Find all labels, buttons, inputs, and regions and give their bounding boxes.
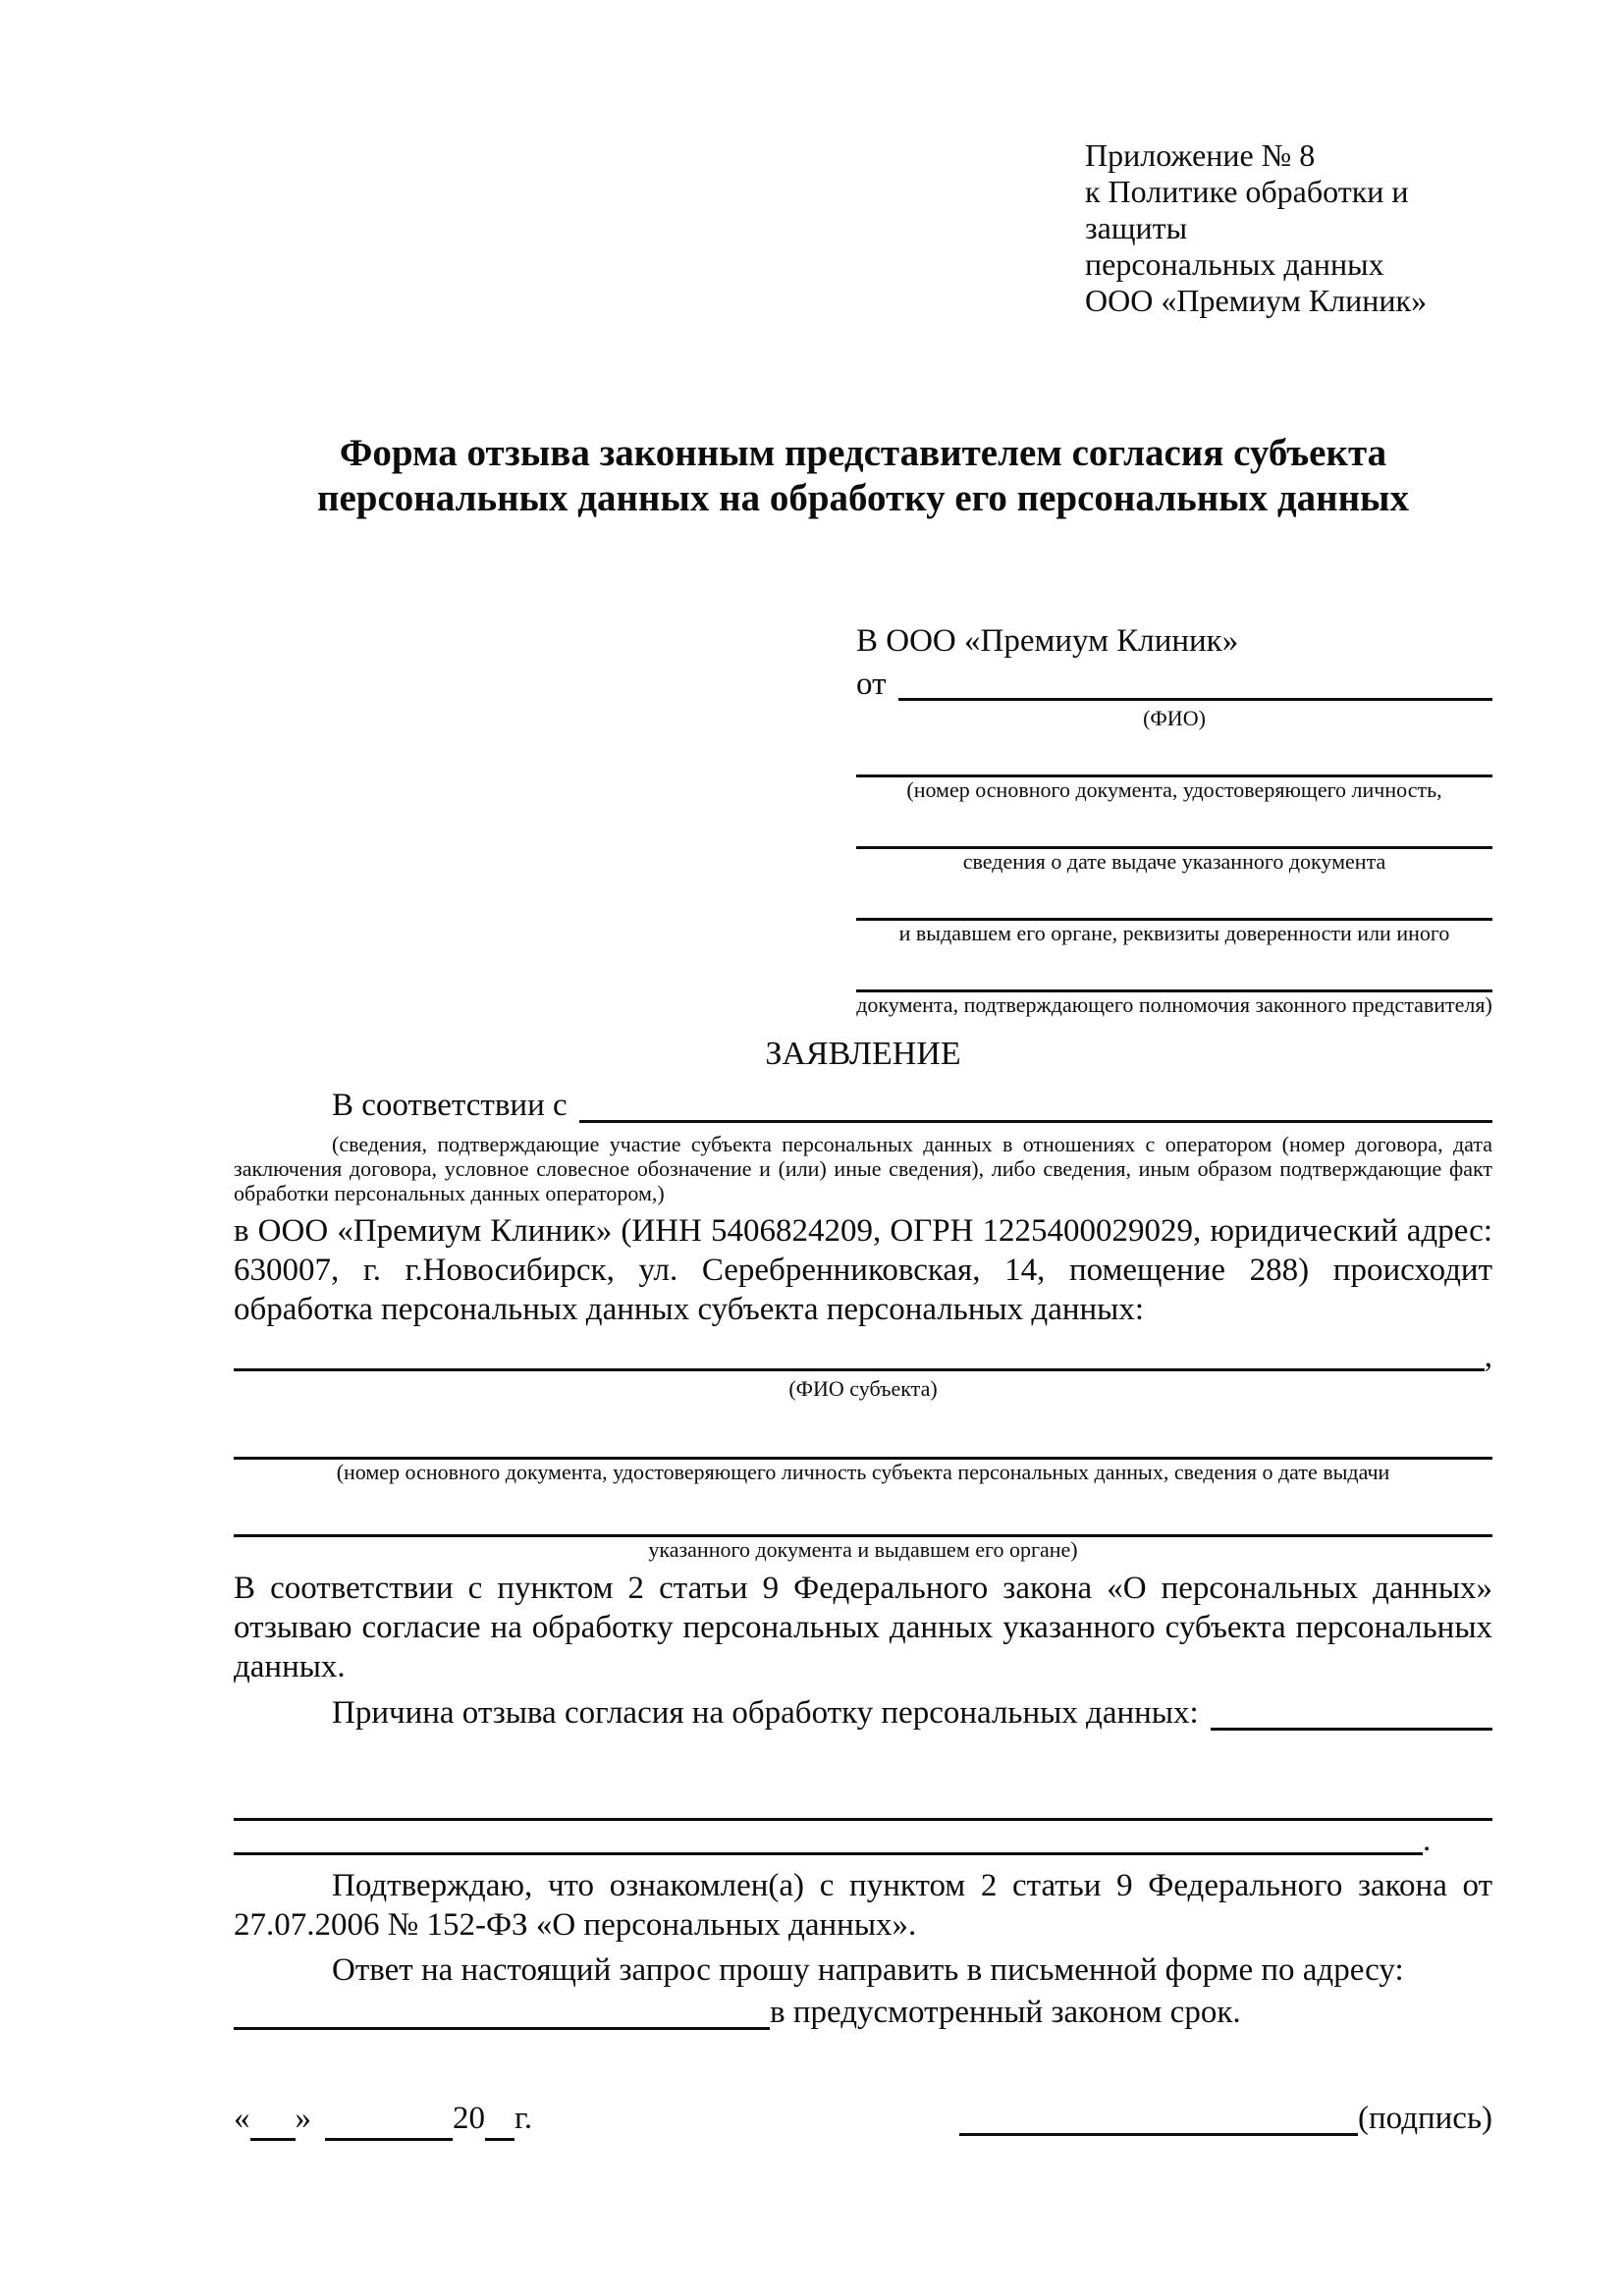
- response-tail-text: в предусмотренный законом срок.: [770, 1995, 1241, 2030]
- document-title: Форма отзыва законным представителем согласия субъекта персональных данных на обработку его персональных данных: [316, 432, 1410, 519]
- subject-document-caption-1: (номер основного документа, удостоверяющего личность субъекта персональных данных, сведения о дате выдачи: [336, 1460, 1390, 1484]
- signature-caption: (подпись): [1358, 2101, 1492, 2136]
- issuing-authority-blank-line: [856, 884, 1492, 921]
- response-paragraph: Ответ на настоящий запрос прошу направить в письменной форме по адресу:: [332, 1952, 1404, 1988]
- date-close-quote: »: [295, 2101, 311, 2136]
- operator-paragraph: в ООО «Премиум Клиник» (ИНН 5406824209, ОГРН 1225400029029, юридический адрес: 630007, г. г.Новосибирск, ул. Серебренниковская, 14, помещение 288) происходит обработка персональных данных субъекта персональных данных:: [234, 1213, 1492, 1327]
- year-suffix: г.: [514, 2101, 533, 2136]
- reason-blank-line-3: [234, 1852, 1423, 1855]
- reason-trailing-period: .: [1423, 1823, 1432, 1858]
- document-field-caption-2: сведения о дате выдаче указанного документа: [962, 849, 1386, 874]
- recipient-block: [856, 619, 1492, 1018]
- accordance-blank-line: [579, 1120, 1492, 1123]
- response-address-row: [234, 1990, 1492, 2035]
- accordance-label: В соответствии с: [332, 1088, 568, 1123]
- authority-document-blank-line: [856, 956, 1492, 992]
- year-blank-line: [485, 2109, 514, 2141]
- document-field-1: [856, 741, 1492, 803]
- fio-caption: (ФИО): [1143, 706, 1206, 730]
- subject-document-caption-2: указанного документа и выдавшем его органе): [648, 1537, 1078, 1562]
- representative-name-blank-line: [898, 698, 1493, 701]
- date-signature-row: [234, 2096, 1492, 2141]
- reason-blank-line-2: [234, 1785, 1492, 1821]
- document-field-caption-4: документа, подтверждающего полномочия законного представителя): [856, 992, 1492, 1017]
- document-field-3: [856, 884, 1492, 946]
- issue-date-blank-line: [856, 813, 1492, 849]
- subject-fio-caption: (ФИО субъекта): [788, 1376, 938, 1401]
- subject-document-blank-line-1: [234, 1423, 1492, 1460]
- document-field-caption-1: (номер основного документа, удостоверяющего личность,: [906, 777, 1442, 802]
- confirm-paragraph: Подтверждаю, что ознакомлен(а) с пунктом 2 статьи 9 Федерального закона от 27.07.2006 № 152-ФЗ «О персональных данных».: [234, 1868, 1492, 1943]
- reason-blank-line: [1211, 1728, 1492, 1731]
- appendix-line-1: Приложение № 8: [1085, 137, 1316, 173]
- day-blank-line: [250, 2109, 296, 2141]
- appendix-line-2: к Политике обработки и защиты: [1085, 174, 1409, 245]
- from-row: [856, 663, 1492, 706]
- document-field-4: [856, 956, 1492, 1018]
- reason-row: [234, 1690, 1492, 1735]
- document-field-2: [856, 813, 1492, 875]
- month-blank-line: [325, 2109, 453, 2141]
- subject-document-blank-line-2: [234, 1501, 1492, 1537]
- date-open-quote: «: [234, 2101, 250, 2136]
- accordance-row: [234, 1083, 1492, 1128]
- appendix-line-4: ООО «Премиум Клиник»: [1085, 283, 1428, 318]
- document-field-caption-3: и выдавшем его органе, реквизиты доверенности или иного: [898, 921, 1450, 945]
- signature-field: [959, 2096, 1492, 2141]
- subject-fio-blank-line: [234, 1368, 1485, 1371]
- subject-fio-row: [234, 1337, 1492, 1376]
- appendix-line-3: персональных данных: [1085, 246, 1384, 282]
- address-blank-line: [234, 2027, 770, 2030]
- date-field: [234, 2096, 532, 2141]
- year-prefix: 20: [453, 2101, 485, 2136]
- appendix-block: [1085, 137, 1492, 319]
- accordance-note: (сведения, подтверждающие участие субъекта персональных данных в отношениях с оператором (номер договора, дата заключения договора, условное словесное обозначение и (или) иные сведения), либо сведения, иным образом подтверждающие факт обработки персональных данных оператором,): [234, 1132, 1492, 1205]
- subject-fio-trailing-comma: ,: [1484, 1339, 1492, 1374]
- reason-label: Причина отзыва согласия на обработку персональных данных:: [332, 1695, 1199, 1731]
- recipient-organization: В ООО «Премиум Клиник»: [856, 623, 1239, 659]
- reason-blank-row-3: [234, 1821, 1492, 1860]
- signature-blank-line: [959, 2133, 1358, 2136]
- from-label: от: [856, 667, 887, 702]
- document-number-blank-line: [856, 741, 1492, 777]
- statement-heading: ЗАЯВЛЕНИЕ: [765, 1036, 961, 1072]
- withdraw-paragraph: В соответствии с пунктом 2 статьи 9 Федерального закона «О персональных данных» отзываю согласие на обработку персональных данных указанного субъекта персональных данных.: [234, 1571, 1492, 1684]
